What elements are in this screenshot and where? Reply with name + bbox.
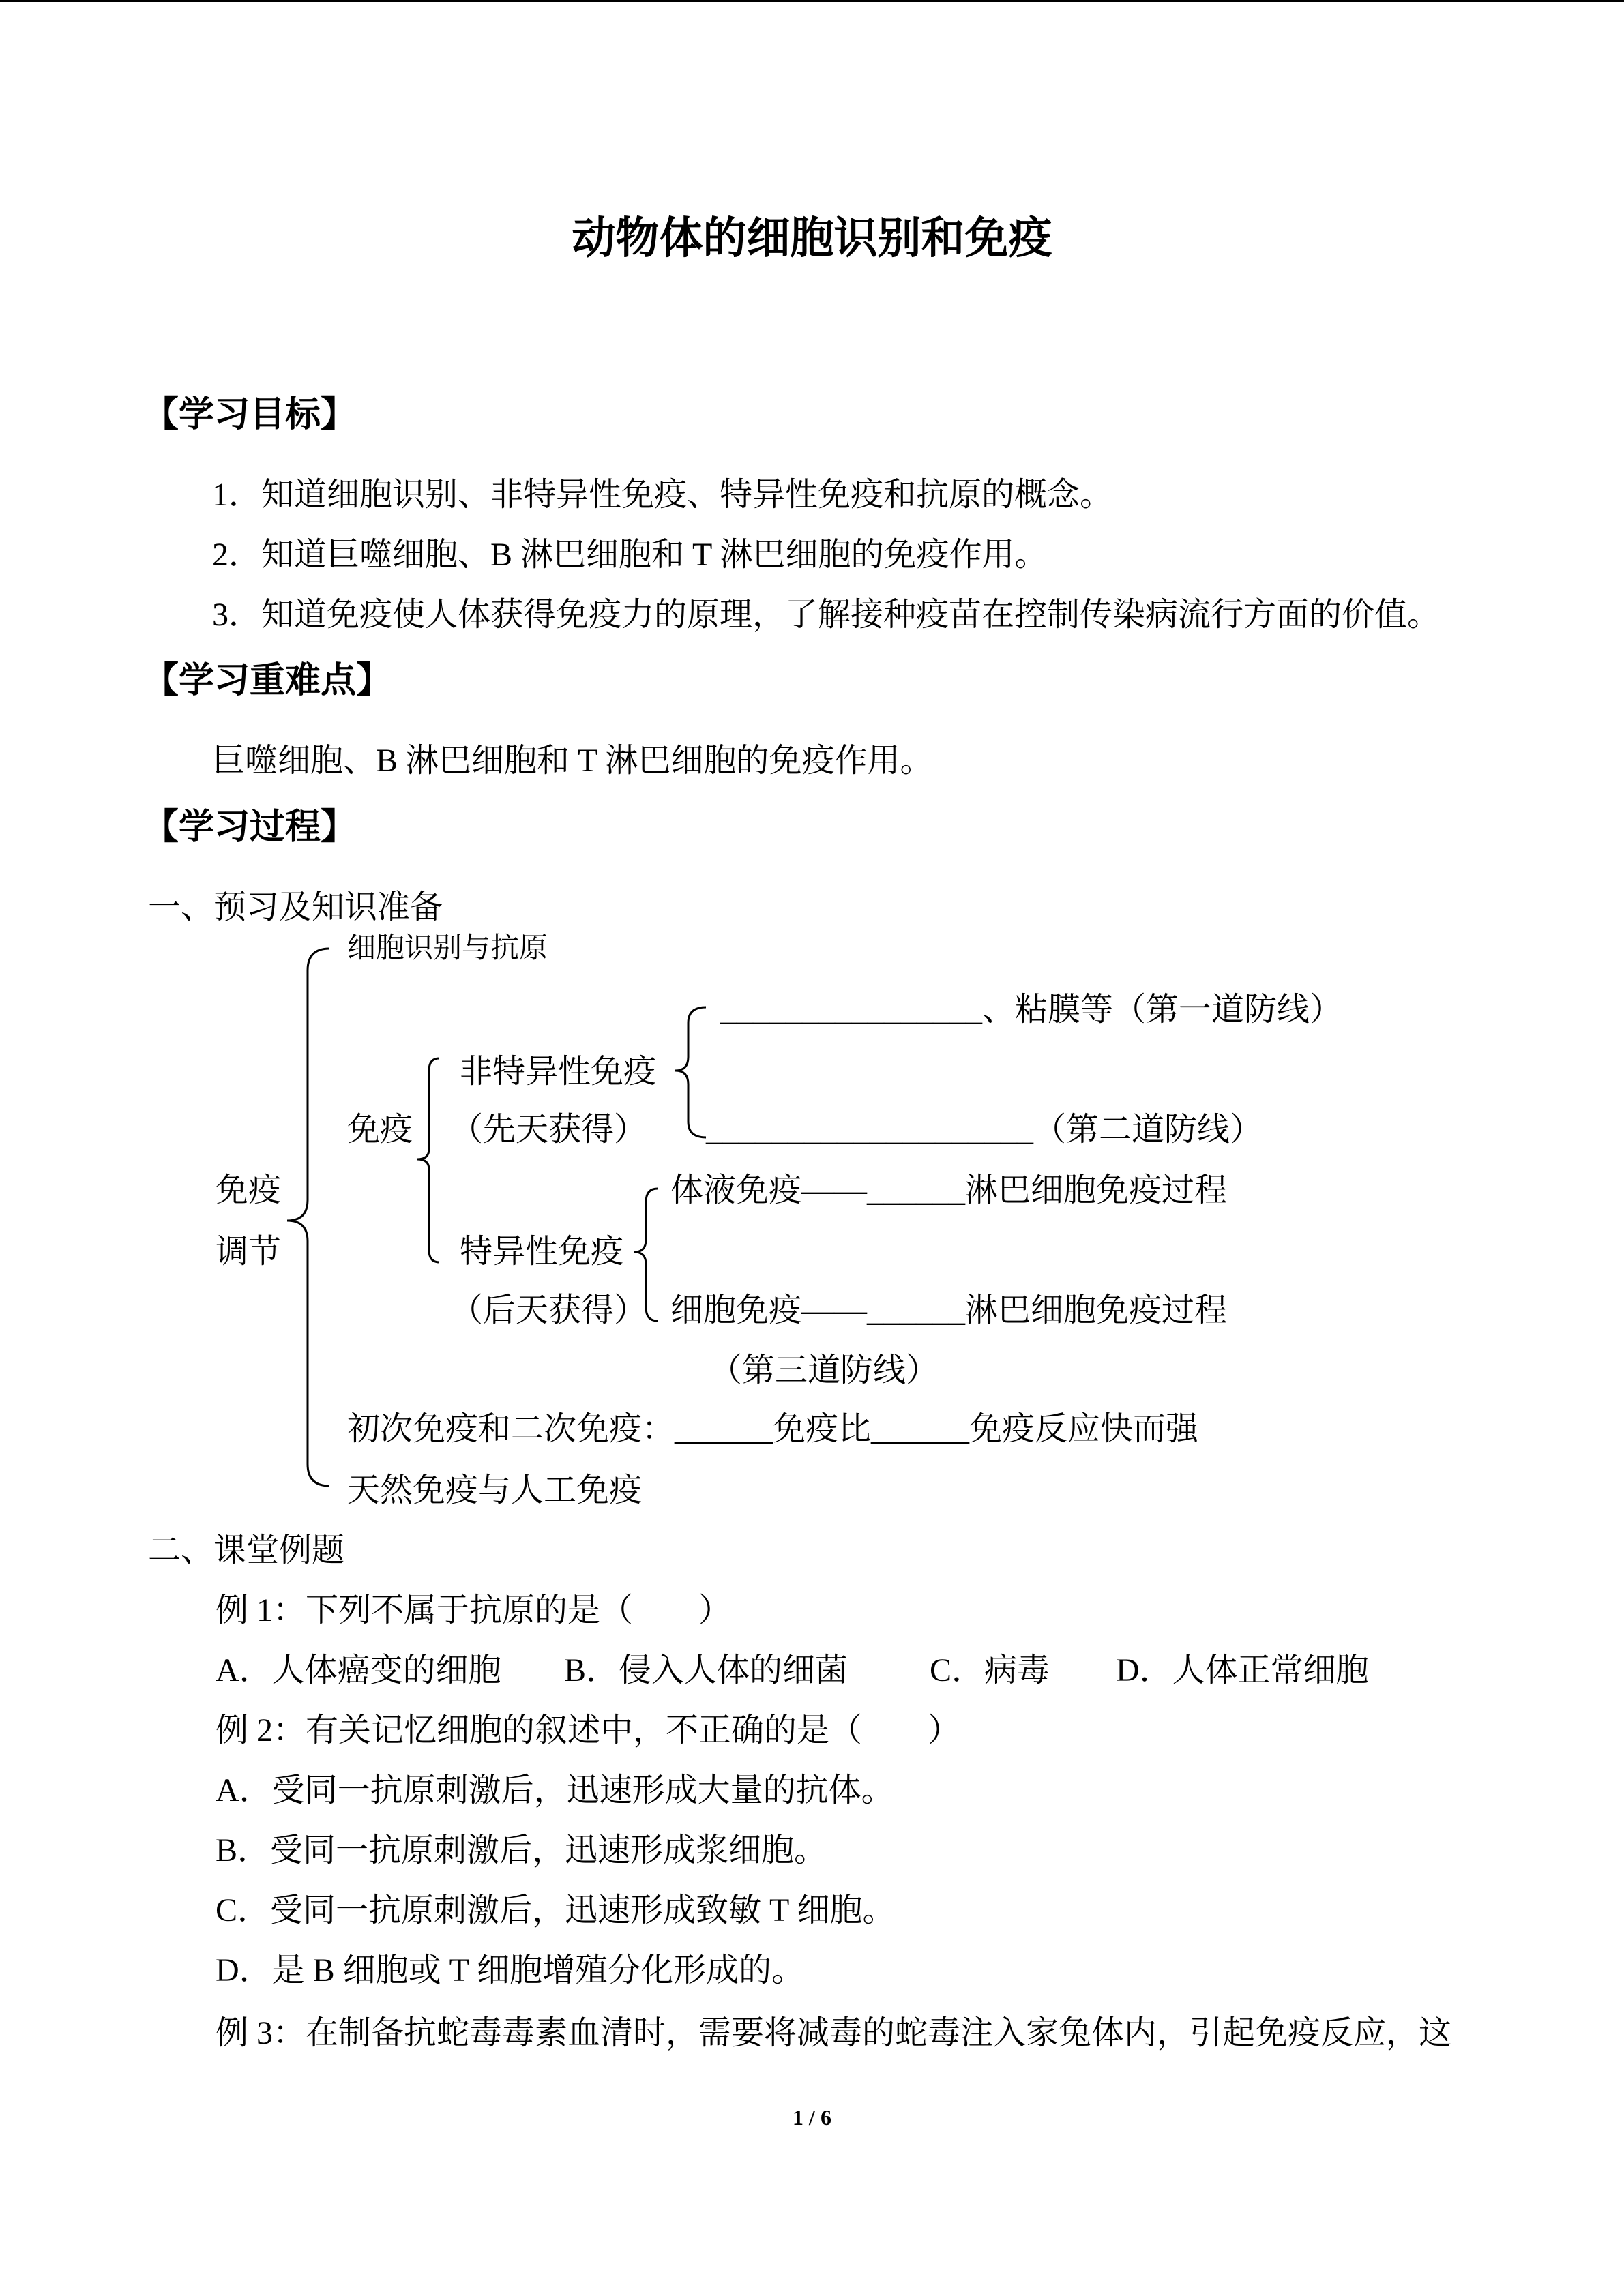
example-1-option-d: D．人体正常细胞 [1116,1652,1369,1688]
diagram-specific-label: 特异性免疫 [460,1234,624,1270]
objective-item: 3．知道免疫使人体获得免疫力的原理，了解接种疫苗在控制传染病流行方面的价值。 [212,597,1441,633]
example-2-question: 例 2：有关记忆细胞的叙述中，不正确的是（ ） [216,1712,961,1748]
key-points-heading: 【学习重难点】 [143,660,392,701]
top-rule [0,0,1624,2]
diagram-primary-secondary: 初次免疫和二次免疫：______免疫比______免疫反应快而强 [347,1411,1199,1447]
diagram-cell-recognition: 细胞识别与抗原 [347,933,548,964]
example-2-option-d: D．是 B 细胞或 T 细胞增殖分化形成的。 [216,1952,805,1988]
diagram-third-defense: （第三道防线） [709,1352,939,1388]
example-1-question: 例 1：下列不属于抗原的是（ ） [216,1592,732,1628]
diagram-cellular: 细胞免疫——______淋巴细胞免疫过程 [670,1292,1228,1328]
example-2-option-a: A．受同一抗原刺激后，迅速形成大量的抗体。 [216,1772,894,1808]
diagram-nonspecific-note: （先天获得） [450,1112,647,1148]
example-3-question: 例 3：在制备抗蛇毒毒素血清时，需要将减毒的蛇毒注入家兔体内，引起免疫反应，这 [216,2015,1452,2051]
diagram-second-defense: ____________________（第二道防线） [706,1112,1263,1148]
process-heading: 【学习过程】 [143,807,357,848]
brace-immunity [417,1058,439,1262]
diagram-natural-artificial: 天然免疫与人工免疫 [347,1472,643,1508]
diagram-first-defense: ________________、粘膜等（第一道防线） [720,992,1343,1028]
diagram-immunity: 免疫 [347,1112,413,1148]
brace-nonspecific [675,1007,706,1137]
examples-heading: 二、课堂例题 [148,1532,345,1568]
example-1-option-b: B．侵入人体的细菌 [564,1652,848,1688]
diagram-specific-note: （后天获得） [450,1292,647,1328]
page-number: 1 / 6 [793,2105,831,2130]
objectives-heading: 【学习目标】 [143,394,357,435]
example-2-option-b: B．受同一抗原刺激后，迅速形成浆细胞。 [216,1832,827,1868]
diagram-root-line1: 免疫 [216,1172,282,1208]
brace-immune-regulation [287,949,329,1486]
diagram-humoral: 体液免疫——______淋巴细胞免疫过程 [670,1172,1228,1208]
example-1-option-a: A．人体癌变的细胞 [216,1652,501,1688]
diagram-root-line2: 调节 [216,1234,282,1270]
page-title: 动物体的细胞识别和免疫 [572,214,1052,263]
example-2-option-c: C．受同一抗原刺激后，迅速形成致敏 T 细胞。 [216,1892,896,1928]
key-points-text: 巨噬细胞、B 淋巴细胞和 T 淋巴细胞的免疫作用。 [212,743,933,779]
objective-item: 2．知道巨噬细胞、B 淋巴细胞和 T 淋巴细胞的免疫作用。 [212,537,1048,573]
preview-heading: 一、预习及知识准备 [148,889,443,925]
diagram-nonspecific-label: 非特异性免疫 [460,1054,657,1090]
objective-item: 1．知道细胞识别、非特异性免疫、特异性免疫和抗原的概念。 [212,477,1113,513]
example-1-option-c: C．病毒 [930,1652,1050,1688]
